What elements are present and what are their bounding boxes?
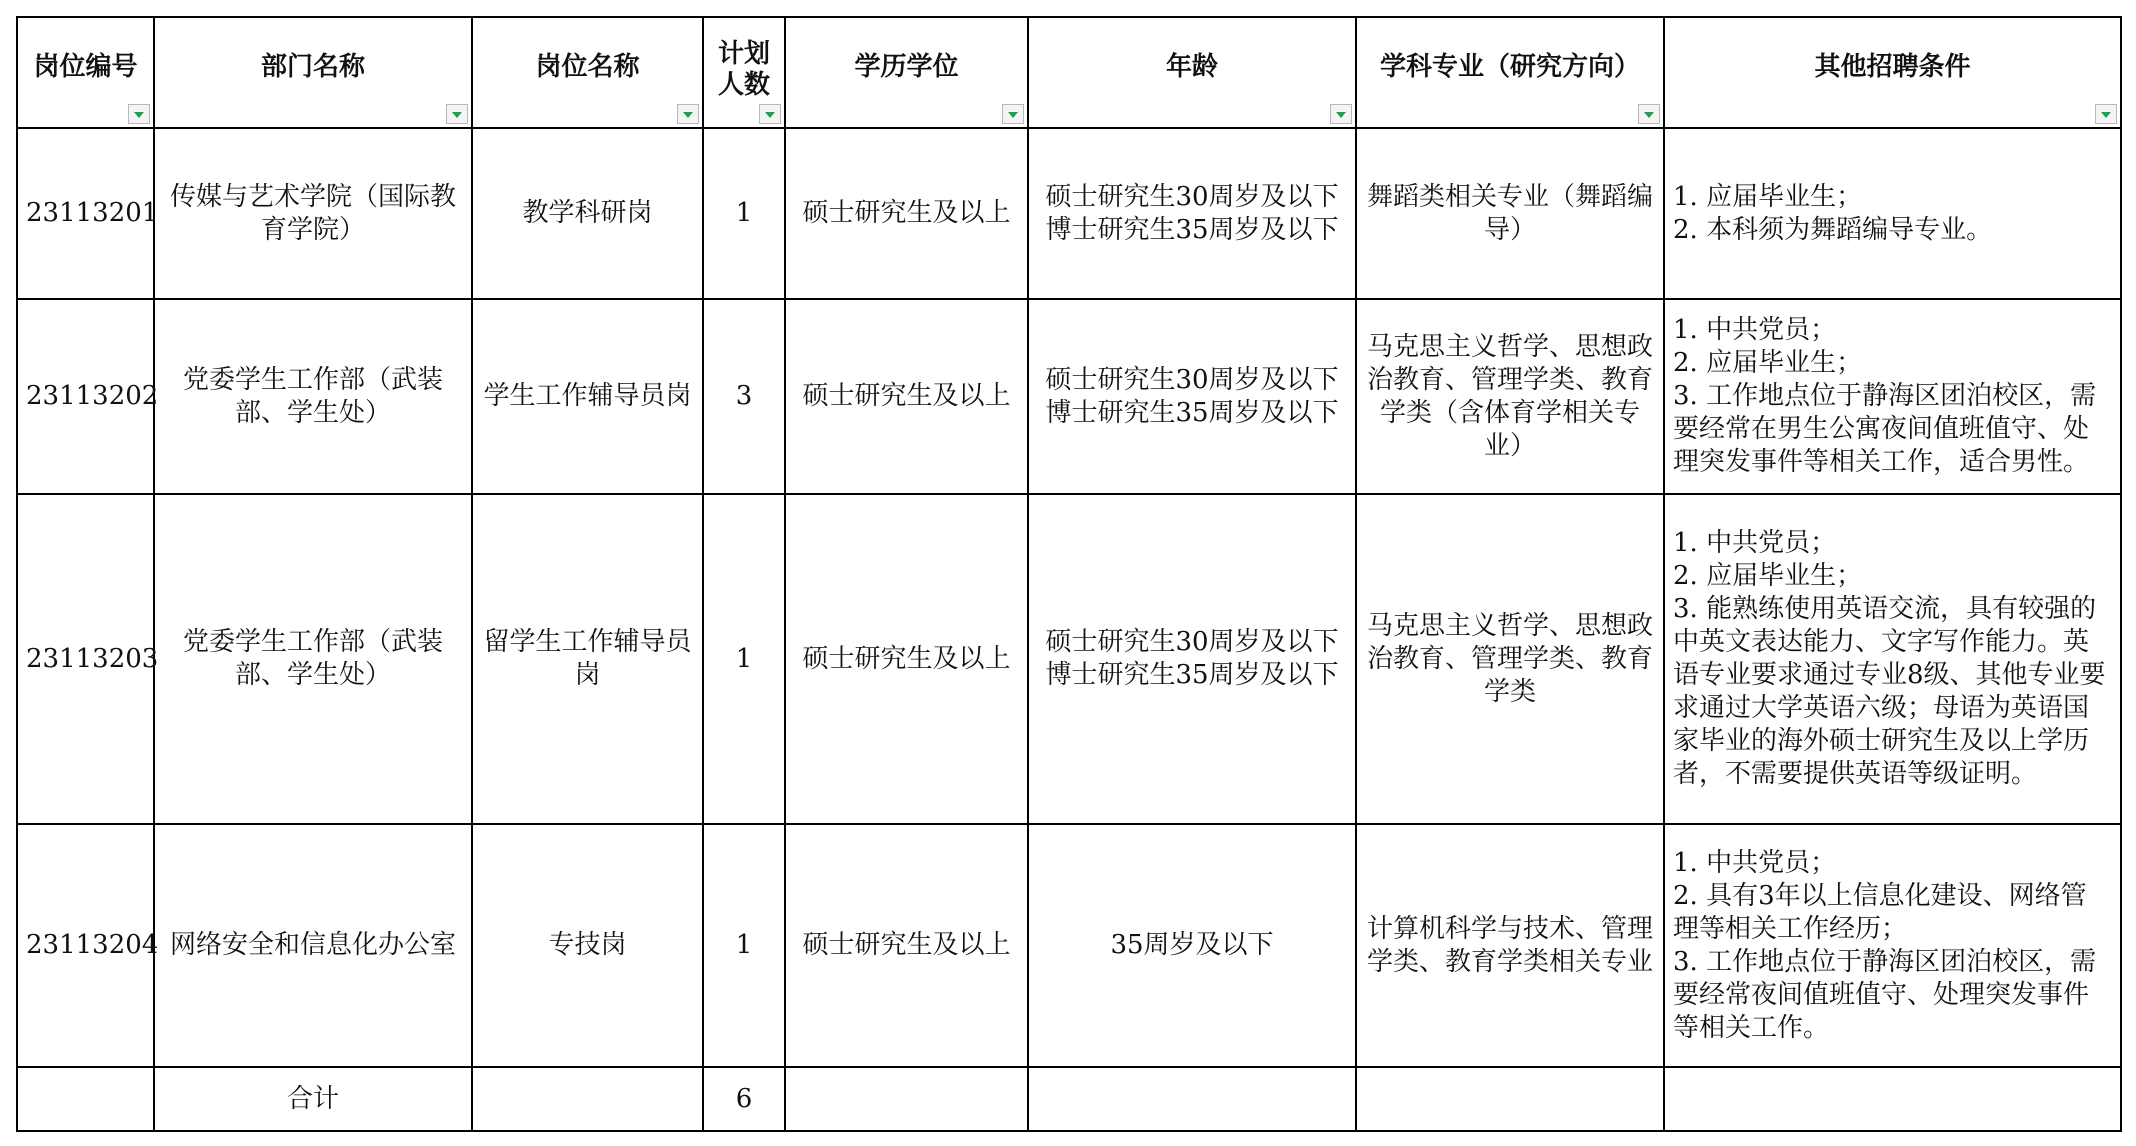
empty-cell[interactable]	[785, 1067, 1028, 1131]
total-label-cell[interactable]: 合计	[154, 1067, 472, 1131]
header-cell	[154, 17, 472, 128]
other-cell[interactable]: 1. 应届毕业生； 2. 本科须为舞蹈编导专业。	[1664, 128, 2121, 299]
count-cell[interactable]: 1	[703, 128, 785, 299]
dept-cell[interactable]: 传媒与艺术学院（国际教育学院）	[154, 128, 472, 299]
filter-dropdown-icon[interactable]	[677, 104, 699, 124]
post-cell[interactable]: 专技岗	[472, 824, 703, 1067]
dept-cell[interactable]: 党委学生工作部（武装部、学生处）	[154, 494, 472, 824]
count-cell[interactable]: 3	[703, 299, 785, 494]
table-row	[17, 128, 2121, 299]
post-cell[interactable]: 教学科研岗	[472, 128, 703, 299]
header-cell	[1028, 17, 1356, 128]
age-cell[interactable]: 硕士研究生30周岁及以下 博士研究生35周岁及以下	[1028, 494, 1356, 824]
table-row	[17, 494, 2121, 824]
table-row	[17, 299, 2121, 494]
education-cell[interactable]: 硕士研究生及以上	[785, 494, 1028, 824]
post-code-cell[interactable]: 23113204	[17, 824, 154, 1067]
filter-dropdown-icon[interactable]	[1002, 104, 1024, 124]
header-post-code: 岗位编号	[33, 52, 138, 82]
header-education: 学历学位	[854, 52, 959, 82]
filter-dropdown-icon[interactable]	[128, 104, 150, 124]
dept-cell[interactable]: 党委学生工作部（武装部、学生处）	[154, 299, 472, 494]
empty-cell[interactable]	[1356, 1067, 1664, 1131]
filter-dropdown-icon[interactable]	[2095, 104, 2117, 124]
age-cell[interactable]: 硕士研究生30周岁及以下 博士研究生35周岁及以下	[1028, 299, 1356, 494]
header-cell	[703, 17, 785, 128]
dept-cell[interactable]: 网络安全和信息化办公室	[154, 824, 472, 1067]
header-cell	[17, 17, 154, 128]
education-cell[interactable]: 硕士研究生及以上	[785, 824, 1028, 1067]
age-cell[interactable]: 硕士研究生30周岁及以下 博士研究生35周岁及以下	[1028, 128, 1356, 299]
total-count-cell[interactable]: 6	[703, 1067, 785, 1131]
header-post: 岗位名称	[535, 52, 640, 82]
post-code-cell[interactable]: 23113203	[17, 494, 154, 824]
recruitment-table	[16, 16, 2122, 1132]
post-cell[interactable]: 留学生工作辅导员岗	[472, 494, 703, 824]
header-cell	[785, 17, 1028, 128]
count-cell[interactable]: 1	[703, 494, 785, 824]
total-row	[17, 1067, 2121, 1131]
header-row	[17, 17, 2121, 128]
count-cell[interactable]: 1	[703, 824, 785, 1067]
post-code-cell[interactable]: 23113202	[17, 299, 154, 494]
other-cell[interactable]: 1. 中共党员； 2. 具有3年以上信息化建设、网络管理等相关工作经历； 3. 工作地点位于静海区团泊校区，需要经常夜间值班值守、处理突发事件等相关工作。	[1664, 824, 2121, 1067]
education-cell[interactable]: 硕士研究生及以上	[785, 128, 1028, 299]
empty-cell[interactable]	[1664, 1067, 2121, 1131]
header-count: 计划人数	[717, 38, 770, 100]
filter-dropdown-icon[interactable]	[759, 104, 781, 124]
major-cell[interactable]: 马克思主义哲学、思想政治教育、管理学类、教育学类（含体育学相关专业）	[1356, 299, 1664, 494]
age-cell[interactable]: 35周岁及以下	[1028, 824, 1356, 1067]
major-cell[interactable]: 计算机科学与技术、管理学类、教育学类相关专业	[1356, 824, 1664, 1067]
header-major: 学科专业（研究方向）	[1379, 52, 1640, 82]
header-other: 其他招聘条件	[1814, 52, 1971, 82]
filter-dropdown-icon[interactable]	[446, 104, 468, 124]
education-cell[interactable]: 硕士研究生及以上	[785, 299, 1028, 494]
filter-dropdown-icon[interactable]	[1638, 104, 1660, 124]
major-cell[interactable]: 马克思主义哲学、思想政治教育、管理学类、教育学类	[1356, 494, 1664, 824]
header-age: 年龄	[1165, 52, 1218, 82]
header-cell	[1356, 17, 1664, 128]
table-row	[17, 824, 2121, 1067]
header-cell	[472, 17, 703, 128]
empty-cell[interactable]	[1028, 1067, 1356, 1131]
post-code-cell[interactable]: 23113201	[17, 128, 154, 299]
empty-cell[interactable]	[472, 1067, 703, 1131]
empty-cell[interactable]	[17, 1067, 154, 1131]
header-cell	[1664, 17, 2121, 128]
other-cell[interactable]: 1. 中共党员； 2. 应届毕业生； 3. 能熟练使用英语交流，具有较强的中英文表达能力、文字写作能力。英语专业要求通过专业8级、其他专业要求通过大学英语六级；母语为英语国家毕业的海外硕士研究生及以上学历者，不需要提供英语等级证明。	[1664, 494, 2121, 824]
major-cell[interactable]: 舞蹈类相关专业（舞蹈编导）	[1356, 128, 1664, 299]
filter-dropdown-icon[interactable]	[1330, 104, 1352, 124]
header-dept: 部门名称	[260, 52, 365, 82]
other-cell[interactable]: 1. 中共党员； 2. 应届毕业生； 3. 工作地点位于静海区团泊校区，需要经常在男生公寓夜间值班值守、处理突发事件等相关工作，适合男性。	[1664, 299, 2121, 494]
post-cell[interactable]: 学生工作辅导员岗	[472, 299, 703, 494]
